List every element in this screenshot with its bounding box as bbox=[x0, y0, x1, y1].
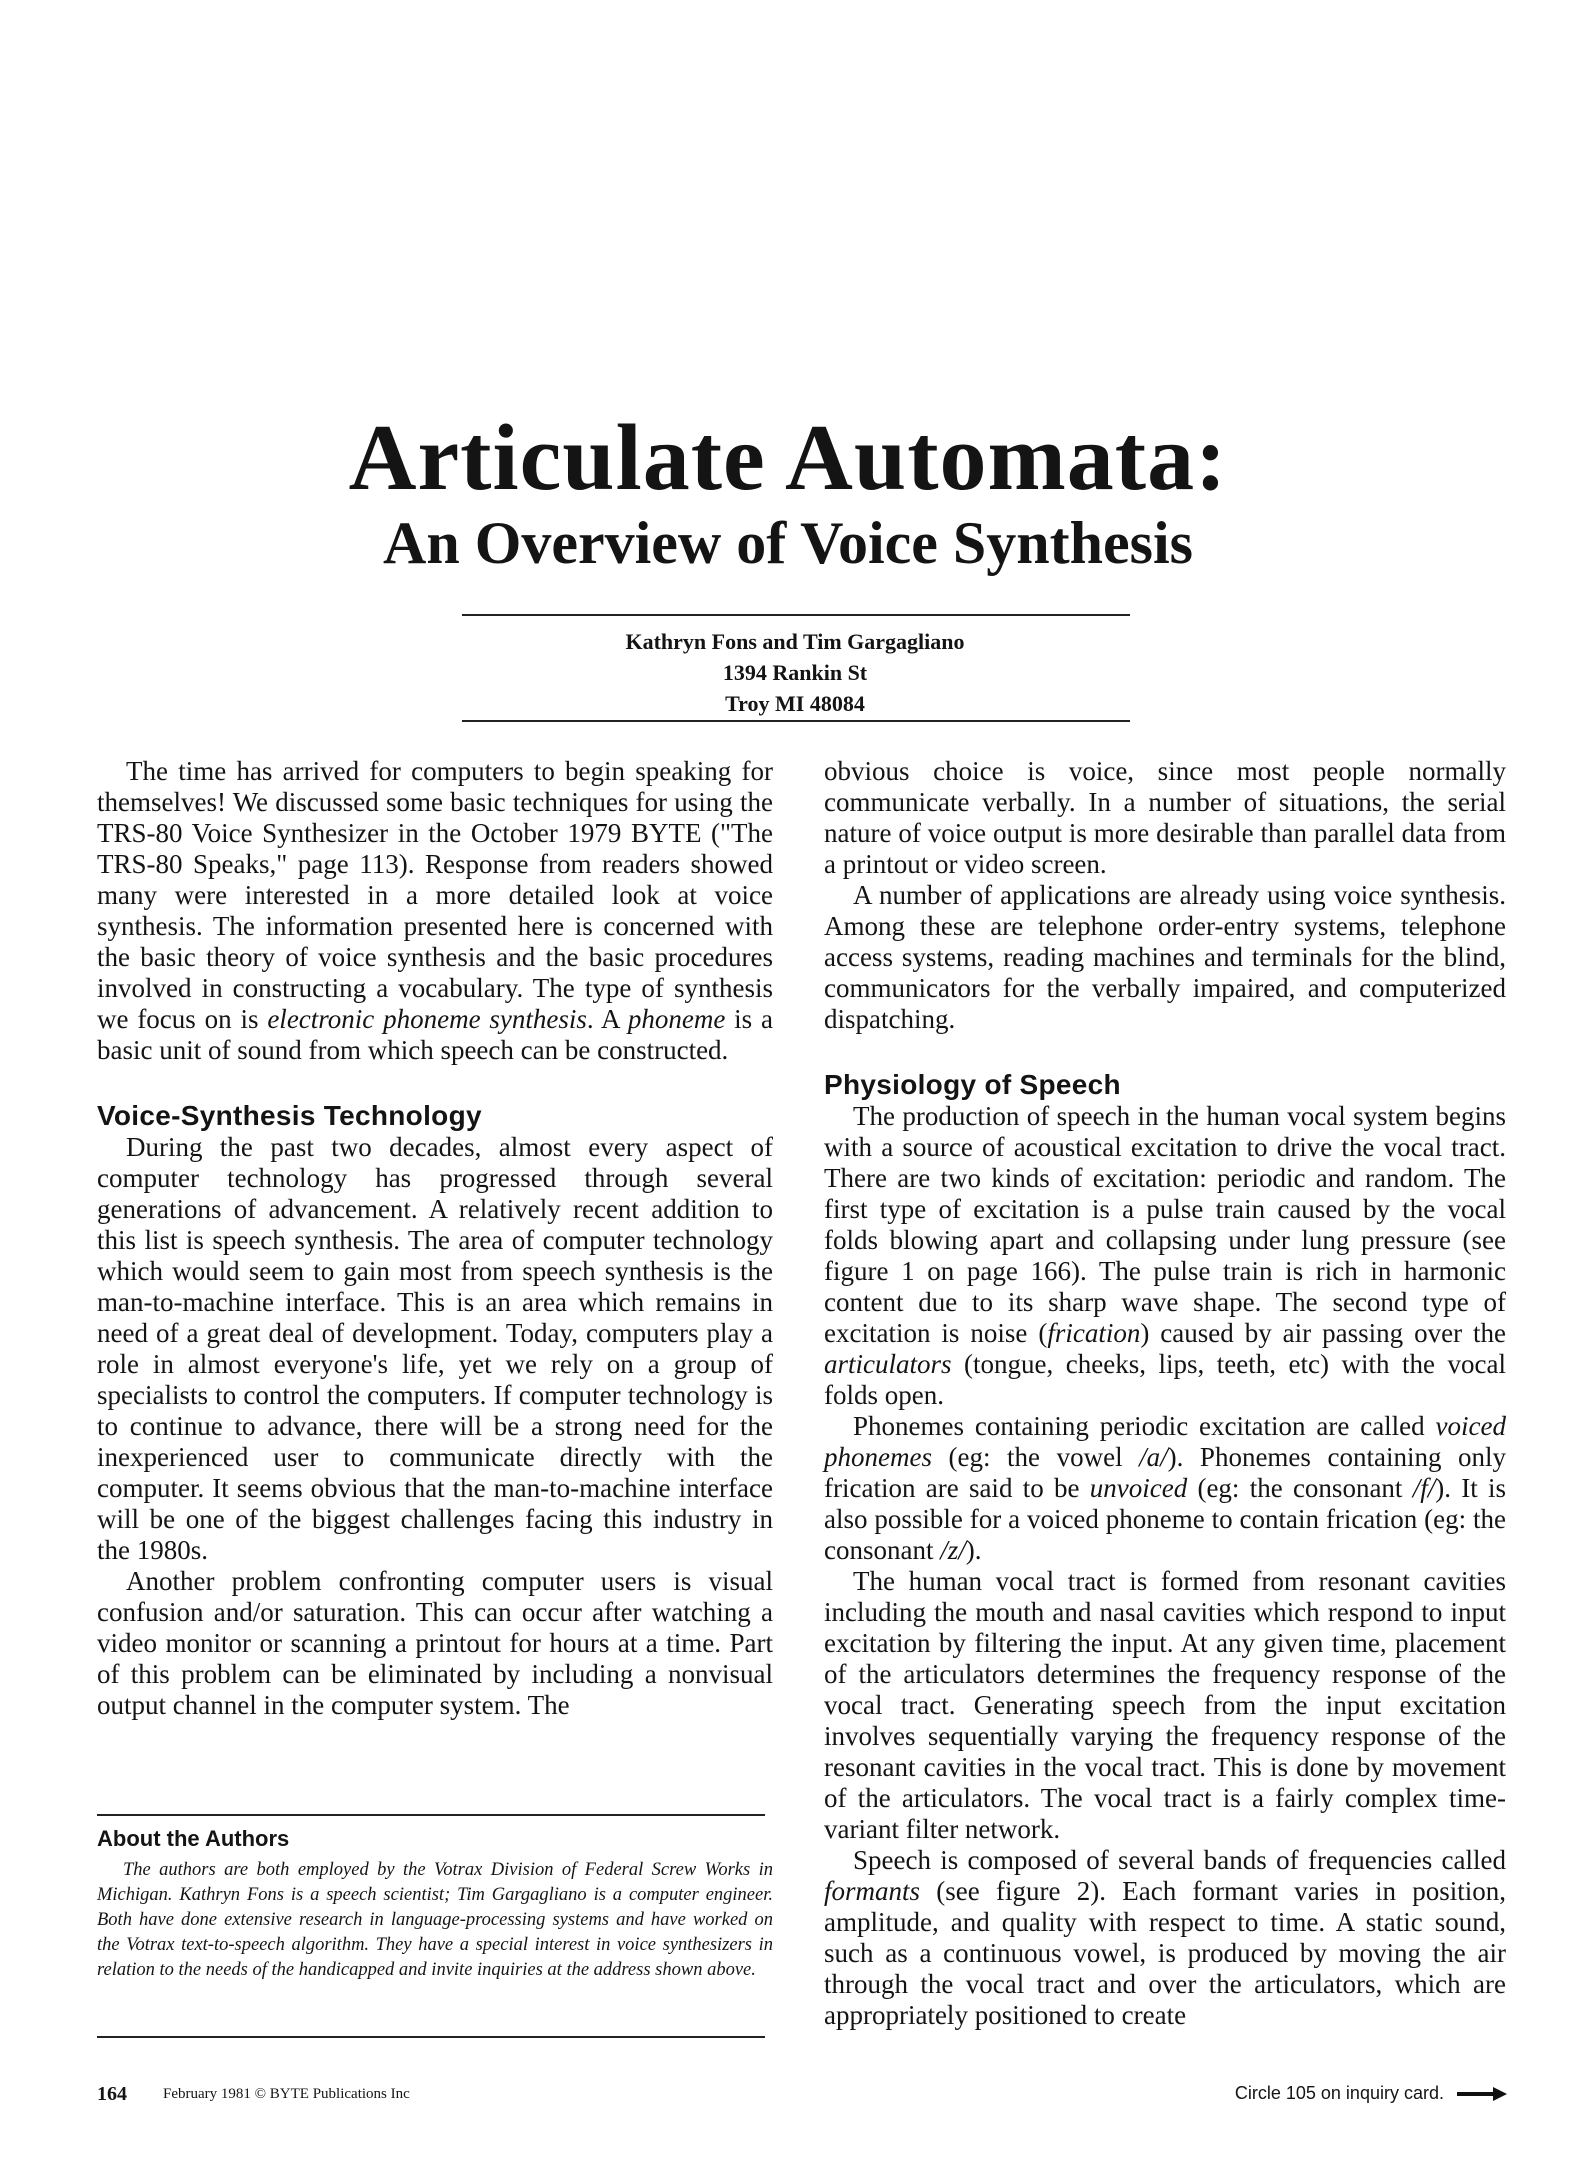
section-heading-technology: Voice-Synthesis Technology bbox=[97, 1100, 482, 1131]
issue-line: February 1981 © BYTE Publications Inc bbox=[163, 2086, 410, 2102]
page-number: 164 bbox=[97, 2083, 127, 2105]
inquiry-text: Circle 105 on inquiry card. bbox=[1234, 2083, 1444, 2103]
author-street: 1394 Rankin St bbox=[722, 660, 868, 685]
paragraph-continued: obvious choice is voice, since most people normally communicate verbally. In a number of situations, the serial nature of voice output is more desirable than parallel data from a printout or video screen. bbox=[824, 756, 1506, 879]
intro-paragraph: The time has arrived for computers to begin speaking for themselves! We discussed some basic techniques for using the TRS-80 Voice Synthesizer in the October 1979 BYTE ("The TRS-80 Speaks," page 113). Response from readers showed many were interested in a more detailed look at voice synthesis. The information presented here is concerned with the basic theory of voice synthesis and the basic procedures involved in constructing a vocabulary. The type of synthesis we focus on is electronic phoneme synthesis. A phoneme is a basic unit of sound from which speech can be constructed. bbox=[97, 756, 773, 1065]
about-bottom-rule bbox=[97, 2036, 765, 2038]
page-footer bbox=[97, 2083, 1507, 2113]
phoneme-a: /a/ bbox=[1139, 1442, 1168, 1472]
term-frication: frication bbox=[1047, 1318, 1141, 1348]
about-the-authors bbox=[97, 1824, 773, 1983]
about-top-rule bbox=[97, 1814, 765, 1816]
byline bbox=[460, 626, 1130, 719]
term-formants: formants bbox=[824, 1876, 921, 1906]
term-electronic-phoneme-synthesis: electronic phoneme synthesis bbox=[267, 1004, 587, 1034]
paragraph: A number of applications are already using voice synthesis. Among these are telephone order-entry systems, telephone access systems, reading machines and terminals for the blind, communicators for the verbally impaired, and computerized dispatching. bbox=[824, 880, 1506, 1034]
byline-bottom-rule bbox=[462, 720, 1130, 722]
arrow-right-icon bbox=[1457, 2087, 1507, 2101]
right-column bbox=[824, 756, 1506, 2031]
left-column bbox=[97, 756, 773, 1721]
paragraph: Phonemes containing periodic excitation are called voiced phonemes (eg: the vowel /a/). Phonemes containing only frication are said to be unvoiced (eg: the consonant /f/). It is also possible for a voiced phoneme to contain frication (eg: the consonant /z/). bbox=[824, 1411, 1506, 1565]
term-voiced-phonemes: voiced phonemes bbox=[824, 1411, 1506, 1472]
paragraph: Speech is composed of several bands of frequencies called formants (see figure 2). Each formant varies in position, amplitude, and quality with respect to time. A static sound, such as a continuous vowel, is produced by moving the air through the vocal tract and over the articulators, which are appropriately positioned to create bbox=[824, 1845, 1506, 2030]
inquiry-note bbox=[1235, 2083, 1507, 2104]
term-articulators: articulators bbox=[824, 1349, 952, 1379]
section-heading-physiology: Physiology of Speech bbox=[824, 1069, 1121, 1100]
byline-top-rule bbox=[462, 614, 1130, 616]
author-names: Kathryn Fons and Tim Gargagliano bbox=[625, 629, 965, 654]
article-subtitle: An Overview of Voice Synthesis bbox=[383, 510, 1193, 576]
term-unvoiced: unvoiced bbox=[1089, 1473, 1188, 1503]
article-title: Articulate Automata: bbox=[348, 406, 1228, 510]
about-text: The authors are both employed by the Votrax Division of Federal Screw Works in Michigan. Kathryn Fons is a speech scientist; Tim Gargagliano is a computer engineer. Both have done extensive research in language-processing systems and have worked on the Votrax text-to-speech algorithm. They have a special interest in voice synthesizers in relation to the needs of the handicapped and invite inquiries at the address shown above. bbox=[97, 1860, 773, 1980]
paragraph: The production of speech in the human vocal system begins with a source of acoustical excitation to drive the vocal tract. There are two kinds of excitation: periodic and random. The first type of excitation is a pulse train caused by the vocal folds blowing apart and collapsing under lung pressure (see figure 1 on page 166). The pulse train is rich in harmonic content due to its sharp wave shape. The second type of excitation is noise (frication) caused by air passing over the articulators (tongue, cheeks, lips, teeth, etc) with the vocal folds open. bbox=[824, 1101, 1507, 1410]
term-phoneme: phoneme bbox=[627, 1004, 726, 1034]
phoneme-f: /f/ bbox=[1412, 1473, 1436, 1503]
about-heading: About the Authors bbox=[97, 1826, 290, 1851]
phoneme-z: /z/ bbox=[940, 1535, 966, 1565]
author-city: Troy MI 48084 bbox=[725, 691, 865, 716]
paragraph: Another problem confronting computer users is visual confusion and/or saturation. This can occur after watching a video monitor or scanning a printout for hours at a time. Part of this problem can be eliminated by including a nonvisual output channel in the computer system. The bbox=[97, 1566, 773, 1720]
paragraph: The human vocal tract is formed from resonant cavities including the mouth and nasal cavities which respond to input excitation by filtering the input. At any given time, placement of the articulators determines the frequency response of the vocal tract. Generating speech from the input excitation involves sequentially varying the frequency response of the resonant cavities in the vocal tract. This is done by movement of the articulators. The vocal tract is a fairly complex time-variant filter network. bbox=[824, 1566, 1506, 1844]
paragraph: During the past two decades, almost every aspect of computer technology has progressed through several generations of advancement. A relatively recent addition to this list is speech synthesis. The area of computer technology which would seem to gain most from speech synthesis is the man-to-machine interface. This is an area which remains in need of a great deal of development. Today, computers play a role in almost everyone's life, yet we rely on a group of specialists to control the computers. If computer technology is to continue to advance, there will be a strong need for the inexperienced user to communicate directly with the computer. It seems obvious that the man-to-machine interface will be one of the biggest challenges facing this industry in the 1980s. bbox=[97, 1132, 773, 1565]
